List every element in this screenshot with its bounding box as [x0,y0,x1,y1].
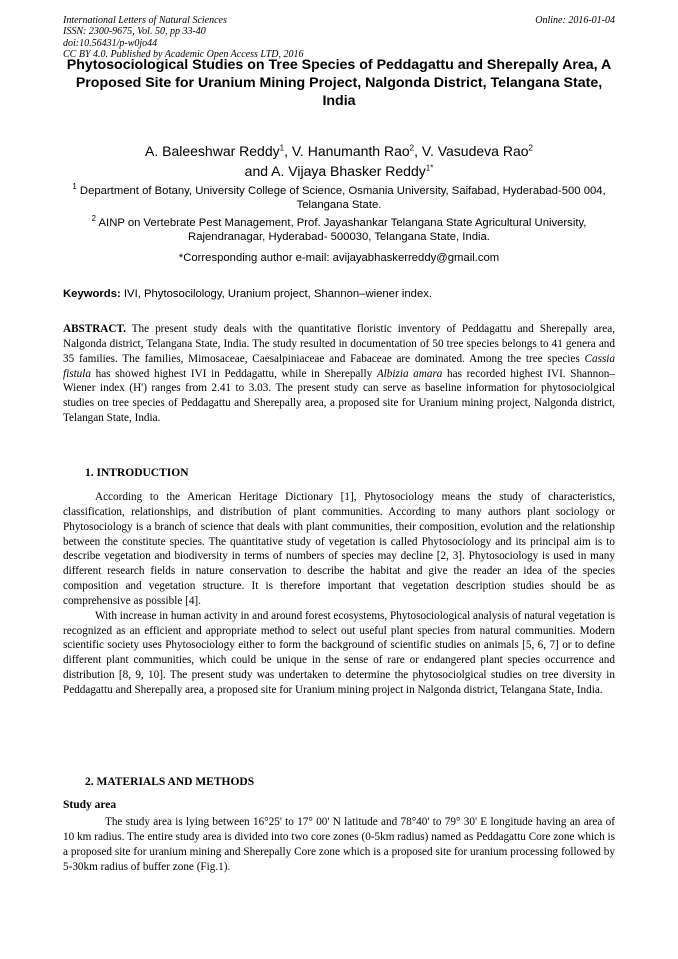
affiliation-superscript: 1 [72,182,77,192]
section-heading-introduction: 1. INTRODUCTION [85,467,189,479]
affiliation-superscript: 2 [91,214,96,224]
paragraph: With increase in human activity in and around forest ecosystems, Phytosociological analysis of natural vegetation is recognized as an efficient and appropriate method to select out useful plant species from natural communities. Modern scientific society uses Phytosociology either to form the background of scientific studies on animals [5, 6, 7] or to define different plant communities, which could be unique in the sense of rare or endangered plant species occurrence and distribution [8, 9, 10]. The present study was undertaken to determine the phytosociolgical studies on tree diversity in Peddagattu and Sherepally area, a proposed site for Uranium mining project in Nalgonda district, Telangana State, India. [63,609,615,696]
section-heading-methods: 2. MATERIALS AND METHODS [85,776,255,788]
author-name: A. Baleeshwar Reddy [145,143,280,159]
paper-title: Phytosociological Studies on Tree Species of Peddagattu and Sherepally Area, A Proposed Site for Uranium Mining Project, Nalgonda District, Telangana State, India [66,57,612,109]
author-name: , V. Vasudeva Rao [414,143,529,159]
author-name: , V. Hanumanth Rao [284,143,410,159]
license-line: CC BY 4.0. Published by Academic Open Access LTD, 2016 [63,48,304,60]
paragraph: According to the American Heritage Dictionary [1], Phytosociology means the study of characteristics, classification, relationships, and distribution of plant communities. According to many authors plant sociology or Phytosociology is a branch of science that deals with plant communities, their composition, evolution and the relationship between the constitute species. The quantitative study of vegetation is called Phytosociology and its principal aim is to describe vegetation and biodiversity in terms of numbers of species may decline [2, 3]. Phytosociology is used in many different research fields in nature conservation to describe the habitat and give the reader an idea of the species composition and vegetation structure. It is therefore important that vegetation description studies should be as comprehensive as possible [4]. [63,491,615,607]
author-name: and A. Vijaya Bhasker Reddy [244,163,426,179]
keywords-label: Keywords: [63,288,121,300]
online-date: Online: 2016-01-04 [535,15,615,26]
doi-line: doi:10.56431/p-w0jo44 [63,37,158,49]
author-superscript: 2 [528,143,533,153]
author-superscript: 1 [279,143,285,153]
author-superscript: 2 [409,143,415,153]
paragraph: The study area is lying between 16°25' to 17° 00' N latitude and 78°40' to 79° 30' E longitude having an area of 10 km radius. The entire study area is divided into two core zones (0-5km radius) named as Peddagattu Core zone which is a proposed site for uranium mining and Sherepally Core zone which is a proposed site for uranium processing followed by 5-30km radius of buffer zone (Fig.1). [63,816,615,873]
author-list [60,141,618,181]
journal-name: International Letters of Natural Sciences [63,15,227,26]
study-area-body [63,815,615,874]
abstract [63,322,615,426]
corresponding-author: *Corresponding author e-mail: avijayabhaskerreddy@gmail.com [178,252,500,264]
issn-line: ISSN: 2300-9675, Vol. 50, pp 33-40 [63,26,206,38]
affiliation-text: AINP on Vertebrate Pest Management, Prof. Jayashankar Telangana State Agricultural University, Rajendranagar, Hyderabad- 500030, Telangana State, India. [98,217,587,243]
abstract-text: has recorded highest IVI. Shannon–Wiener index (H') ranges from 2.41 to 3.03. The present study can serve as baseline information for phytosociolgical studies on tree species of Peddagattu and Sherepally area, a proposed site for Uranium mining project, Nalgonda district, Telangan State, India. [63,367,615,425]
keywords-text: IVI, Phytosocilology, Uranium project, Shannon–wiener index. [120,288,433,300]
keywords [63,287,623,301]
abstract-text: has showed highest IVI in Peddagattu, while in Sherepally [90,367,377,380]
species-name: Albizia amara [376,367,443,380]
subsection-heading-study-area: Study area [63,799,117,811]
species-name: Cassia fistula [63,352,615,380]
affiliation-text: Department of Botany, University College of Science, Osmania University, Saifabad, Hyderabad-500 004, Telangana State. [79,185,606,211]
journal-header [63,15,615,60]
introduction-body [63,490,615,698]
affiliation-2 [60,216,618,244]
author-superscript: 1* [425,163,434,173]
abstract-label: ABSTRACT. [63,323,126,335]
abstract-text: The present study deals with the quantitative floristic inventory of Peddagattu and Sherepally area, Nalgonda district, Telangana State, India. The study resulted in documentation of 50 tree species belongs to 41 genera and 35 families. The families, Mimosaceae, Caesalpiniaceae and Fabaceae are dominated. Among the tree species [63,323,615,365]
affiliation-1 [60,184,618,212]
